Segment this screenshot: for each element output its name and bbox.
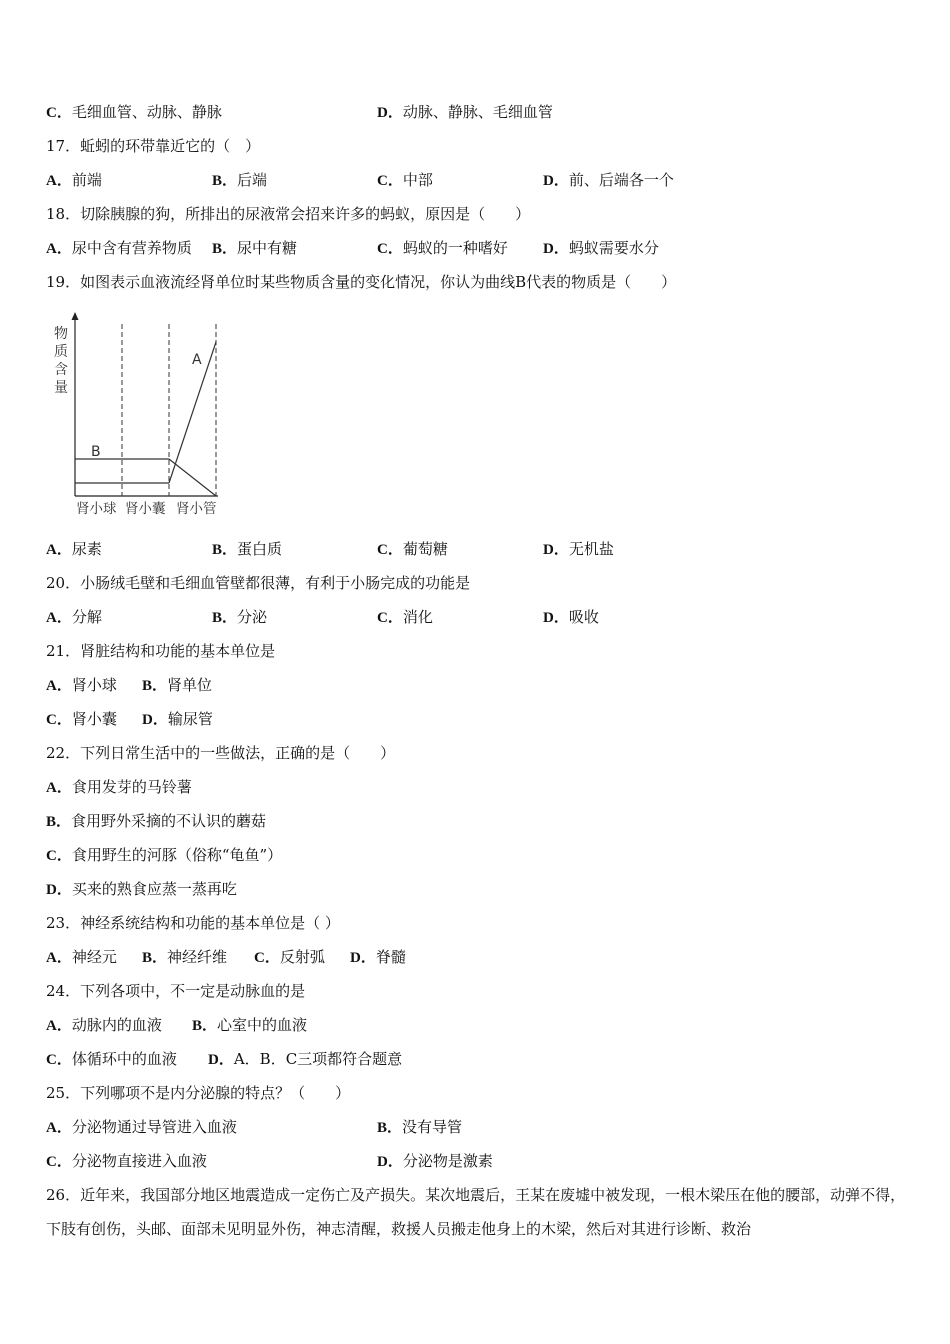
option-label: D． (142, 712, 168, 728)
option-label: B． (212, 542, 238, 558)
option-label: D． (543, 241, 569, 257)
option-label: B． (46, 814, 72, 830)
option-text: 动脉内的血液 (71, 1016, 162, 1034)
option-text: 肾小囊 (71, 710, 117, 728)
option-text: 分泌物是激素 (402, 1152, 493, 1170)
q21-option-b (142, 675, 212, 696)
q17-option-b (212, 170, 267, 191)
option-label: B． (192, 1018, 218, 1034)
xlabel: 肾小球 (76, 501, 117, 517)
q19-option-d (543, 539, 614, 560)
option-text: 体循环中的血液 (71, 1050, 177, 1068)
option-label: A． (46, 542, 72, 558)
q24-option-d (208, 1049, 402, 1070)
q21-stem: 21．肾脏结构和功能的基本单位是 (46, 642, 276, 660)
option-text: 毛细血管、动脉、静脉 (71, 103, 222, 121)
option-label: D． (543, 173, 569, 189)
curve-b-drop (169, 459, 216, 496)
q24-option-a (46, 1015, 162, 1036)
option-text: 无机盐 (568, 540, 614, 558)
q21-option-d (142, 709, 213, 730)
option-label: C． (377, 610, 403, 626)
option-label: C． (46, 712, 72, 728)
option-label: A． (46, 1120, 72, 1136)
option-text: 买来的熟食应蒸一蒸再吃 (71, 880, 237, 898)
q18-option-a (46, 238, 192, 259)
q19-figure (46, 312, 236, 522)
q25-option-a (46, 1117, 237, 1138)
q25-stem: 25．下列哪项不是内分泌腺的特点？（ ） (46, 1084, 351, 1102)
option-label: A． (46, 610, 72, 626)
option-label: B． (212, 610, 238, 626)
q23-stem: 23．神经系统结构和功能的基本单位是（ ） (46, 914, 340, 932)
q19-option-c (377, 539, 448, 560)
option-label: D． (377, 105, 403, 121)
q24-option-b (192, 1015, 307, 1036)
option-label: D． (377, 1154, 403, 1170)
option-text: 食用野外采摘的不认识的蘑菇 (71, 812, 267, 830)
option-label: D． (208, 1052, 234, 1068)
option-text: 后端 (237, 171, 268, 189)
xlabel: 肾小囊 (125, 501, 166, 517)
option-text: 吸收 (568, 608, 599, 626)
option-text: 输尿管 (167, 710, 213, 728)
q22-option-a (46, 777, 192, 798)
q25-option-b (377, 1117, 462, 1138)
q20-stem: 20．小肠绒毛壁和毛细血管壁都很薄，有利于小肠完成的功能是 (46, 574, 471, 592)
option-text: 肾小球 (71, 676, 117, 694)
option-text: 尿素 (71, 540, 102, 558)
q23-option-d (350, 947, 406, 968)
option-label: D． (543, 610, 569, 626)
option-label: C． (46, 1052, 72, 1068)
option-text: 食用发芽的马铃薯 (71, 778, 192, 796)
q20-option-c (377, 607, 433, 628)
q21-option-c (46, 709, 117, 730)
option-text: 心室中的血液 (217, 1016, 308, 1034)
y-axis-arrow-icon (72, 312, 79, 320)
option-text: 动脉、静脉、毛细血管 (402, 103, 553, 121)
option-text: 蚂蚁的一种嗜好 (402, 239, 508, 257)
option-text: 前端 (71, 171, 102, 189)
option-label: A． (46, 1018, 72, 1034)
option-text: 中部 (402, 171, 433, 189)
option-text: 反射弧 (279, 948, 325, 966)
option-label: C． (254, 950, 280, 966)
option-text: A．B．C三项都符合题意 (233, 1050, 403, 1068)
option-label: D． (350, 950, 376, 966)
option-label: B． (142, 950, 168, 966)
q19-graph (46, 312, 236, 522)
curve-b-label: B (91, 444, 101, 460)
option-label: C． (46, 1154, 72, 1170)
option-label: C． (377, 542, 403, 558)
q19-option-b (212, 539, 282, 560)
q22-option-c (46, 845, 282, 866)
q20-option-b (212, 607, 267, 628)
q26-stem: 26．近年来，我国部分地区地震造成一定伤亡及产损失。某次地震后，王某在废墟中被发现，一根木梁压在他的腰部，动弹不得，下肢有创伤，头邮、面部未见明显外伤，神志清醒，救援人员搬走他身上的木梁，然后对其进行诊断、救治 (46, 1186, 906, 1238)
option-text: 消化 (402, 608, 433, 626)
option-text: 分泌物通过导管进入血液 (71, 1118, 237, 1136)
q20-option-d (543, 607, 599, 628)
q24-stem: 24．下列各项中，不一定是动脉血的是 (46, 982, 306, 1000)
q19-option-a (46, 539, 102, 560)
curve-a-label: A (192, 352, 202, 368)
option-label: C． (46, 105, 72, 121)
option-text: 尿中含有营养物质 (71, 239, 192, 257)
option-text: 分解 (71, 608, 102, 626)
option-label: B． (212, 173, 238, 189)
option-label: A． (46, 678, 72, 694)
q23-option-c (254, 947, 325, 968)
q16-option-c (46, 102, 222, 123)
option-label: A． (46, 780, 72, 796)
q25-option-c (46, 1151, 207, 1172)
option-label: C． (377, 173, 403, 189)
q18-stem: 18．切除胰腺的狗，所排出的尿液常会招来许多的蚂蚁，原因是（ ） (46, 205, 531, 223)
option-text: 蚂蚁需要水分 (568, 239, 659, 257)
q22-stem: 22．下列日常生活中的一些做法，正确的是（ ） (46, 744, 396, 762)
ylabel-char: 量 (54, 380, 68, 396)
option-label: C． (46, 848, 72, 864)
q22-option-b (46, 811, 266, 832)
q20-option-a (46, 607, 102, 628)
q18-option-d (543, 238, 659, 259)
q16-option-d (377, 102, 553, 123)
option-label: B． (142, 678, 168, 694)
option-text: 脊髓 (375, 948, 406, 966)
option-text: 分泌 (237, 608, 268, 626)
option-text: 尿中有糖 (237, 239, 298, 257)
ylabel-char: 含 (54, 362, 68, 378)
option-text: 神经纤维 (167, 948, 228, 966)
q21-option-a (46, 675, 117, 696)
option-label: D． (46, 882, 72, 898)
option-text: 神经元 (71, 948, 117, 966)
q17-option-d (543, 170, 674, 191)
option-text: 肾单位 (167, 676, 213, 694)
option-label: A． (46, 950, 72, 966)
option-text: 没有导管 (402, 1118, 463, 1136)
q22-option-d (46, 879, 237, 900)
q25-option-d (377, 1151, 493, 1172)
q23-option-a (46, 947, 117, 968)
q17-stem: 17．蚯蚓的环带靠近它的（ ） (46, 137, 261, 155)
q18-option-b (212, 238, 297, 259)
q17-option-c (377, 170, 433, 191)
option-text: 分泌物直接进入血液 (71, 1152, 207, 1170)
option-label: B． (377, 1120, 403, 1136)
q23-option-b (142, 947, 227, 968)
option-label: B． (212, 241, 238, 257)
option-text: 食用野生的河豚（俗称“龟鱼”） (71, 846, 283, 864)
xlabel: 肾小管 (176, 501, 217, 517)
ylabel-char: 物 (54, 326, 68, 342)
option-text: 前、后端各一个 (568, 171, 674, 189)
option-text: 蛋白质 (237, 540, 283, 558)
q17-option-a (46, 170, 102, 191)
option-text: 葡萄糖 (402, 540, 448, 558)
option-label: C． (377, 241, 403, 257)
ylabel-char: 质 (54, 344, 68, 360)
q24-option-c (46, 1049, 177, 1070)
option-label: D． (543, 542, 569, 558)
option-label: A． (46, 241, 72, 257)
q18-option-c (377, 238, 508, 259)
option-label: A． (46, 173, 72, 189)
q19-stem: 19．如图表示血液流经肾单位时某些物质含量的变化情况，你认为曲线B代表的物质是（ ） (46, 273, 677, 291)
